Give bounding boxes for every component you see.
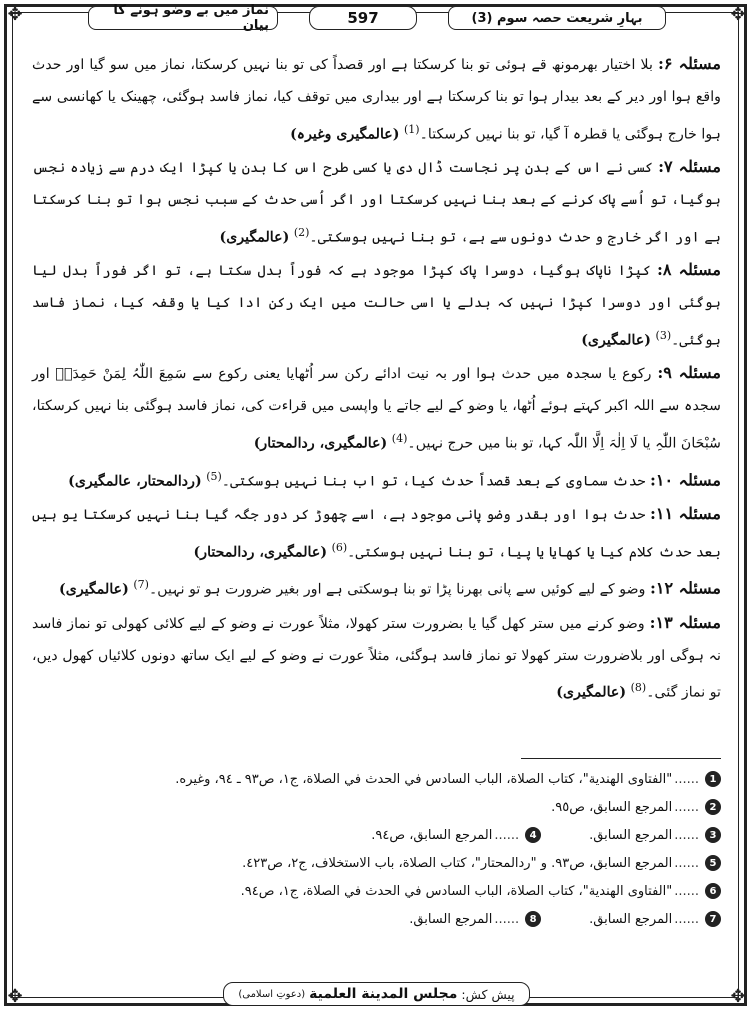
ornament-icon: ✥ <box>7 4 23 25</box>
footnote-marker[interactable]: (5) <box>206 469 222 483</box>
footnote-text: المرجع السابق. <box>589 827 673 843</box>
masala-label: مسئلہ ۷: <box>658 157 721 177</box>
masala-label: مسئلہ ۱۲: <box>649 579 721 599</box>
reference: (ردالمحتار، عالمگیری) <box>68 473 202 490</box>
footnote-number-badge[interactable]: 1 <box>705 771 721 787</box>
paragraph-text: بلا اختیار بھرمونھ قے ہوئی تو بنا کرسکتا ہے اور قصداً کی تو بنا نہیں کرسکتا، نماز میں سو گیا اور حدث واقع ہوا اور دیر کے بعد بیدار ہوا تو بنا کرسکتا ہے اور بیداری میں توقف کیا، نماز فاسد ہوگئی، چھینک یا کھانسی سے ہوا خارج ہوگئی یا قطرہ آ گیا، تو بنا نہیں کرسکتا۔ <box>32 57 721 143</box>
footnote-row <box>32 765 721 793</box>
reference: (عالمگیری) <box>219 229 290 246</box>
page-number: 597 <box>309 6 417 30</box>
footnotes <box>32 765 721 933</box>
reference: (عالمگیری) <box>556 685 627 702</box>
masala-label: مسئلہ ۱۳: <box>649 612 721 632</box>
footnote-leader: ...... <box>494 911 520 927</box>
footnote-text: المرجع السابق، ص٩٥. <box>551 799 673 815</box>
footer-prefix: پیش کش: <box>461 986 515 1002</box>
footnote-leader: ...... <box>674 799 699 815</box>
paragraph <box>32 461 721 499</box>
publisher-subtitle: (دعوتِ اسلامی) <box>238 988 306 1000</box>
masala-label: مسئلہ ۱۱: <box>649 504 722 524</box>
footnote-text: "الفتاوى الهندية"، كتاب الصلاة، الباب السادس في الحدث في الصلاة، ج١، ص٩٤. <box>240 883 673 899</box>
publisher-box <box>223 982 529 1006</box>
paragraph <box>32 498 721 569</box>
footnote-item <box>551 799 721 815</box>
footnote-marker[interactable]: (6) <box>331 540 348 554</box>
footnote-leader: ...... <box>674 771 699 787</box>
footnote-text: المرجع السابق. <box>409 911 493 927</box>
publisher-name: مجلس المدينة العلمية <box>309 986 458 1002</box>
footnote-marker[interactable]: (1) <box>404 122 420 136</box>
footnote-leader: ...... <box>674 883 699 899</box>
footnote-marker[interactable]: (3) <box>655 328 672 342</box>
footnote-item <box>589 911 721 927</box>
footnote-marker[interactable]: (8) <box>630 681 647 695</box>
footnote-number-badge[interactable]: 3 <box>705 827 721 843</box>
reference: (عالمگیری وغیرہ) <box>290 126 400 143</box>
footnote-row <box>32 905 721 933</box>
footnote-leader: ...... <box>674 855 699 871</box>
ornament-icon: ✥ <box>730 986 746 1007</box>
footnote-leader: ...... <box>674 911 699 927</box>
footnote-text: المرجع السابق، ص٩٤. <box>371 827 493 843</box>
paragraph-text: حدث ہوا اور بقدر وضو پانی موجود ہے، اسے چھوڑ کر دور جگہ گیا بنا نہیں کرسکتا یو ہیں بعد حدث کلام کیا یا کھایا یا پیا، تو بنا نہیں ہوسکتی۔ <box>32 507 721 561</box>
footnote-number-badge[interactable]: 4 <box>525 827 541 843</box>
reference: (عالمگیری) <box>59 582 129 599</box>
reference: (عالمگیری، ردالمحتار) <box>193 544 328 561</box>
footnote-marker[interactable]: (4) <box>391 431 408 445</box>
footnote-number-badge[interactable]: 2 <box>705 799 721 815</box>
book-title: بہارِ شریعت حصہ سوم (3) <box>448 6 666 30</box>
paragraph-text: کسی نے اس کے بدن پر نجاست ڈال دی یا کسی طرح اس کا بدن یا کپڑا ایک درم سے زیادہ نجس ہوگیا، تو اُسے پاک کرنے کے بعد بنا نہیں کرسکتا اور اگر اُسی حدث کے سبب نجس ہوا تو بنا کرسکتا ہے اور اگر خارج و حدث دونوں سے ہے، تو بنا نہیں ہوسکتی۔ <box>32 160 721 246</box>
footnote-marker[interactable]: (2) <box>293 225 310 239</box>
page-footer <box>0 982 753 1006</box>
paragraph <box>32 607 721 710</box>
footnote-number-badge[interactable]: 8 <box>525 911 541 927</box>
masala-label: مسئلہ ۸: <box>657 260 721 280</box>
footnote-item <box>175 771 721 787</box>
page-header <box>88 4 666 32</box>
paragraph <box>32 357 721 460</box>
paragraph-text: وضو کرنے میں ستر کھل گیا یا بضرورت ستر کھولا، مثلاً عورت نے وضو کے لیے کلائی کھولی تو نماز فاسد نہ ہوگی اور بلاضرورت ستر کھولا تو نماز فاسد ہوگئی، مثلاً عورت نے وضو کے لیے ایک ساتھ دونوں کلائیاں کھول دیں، تو نماز گئی۔ <box>32 615 721 702</box>
footnote-row <box>32 793 721 821</box>
paragraph <box>32 151 721 254</box>
paragraph-text: وضو کے لیے کوئیں سے پانی بھرنا پڑا تو بنا ہوسکتی ہے اور بغیر ضرورت ہو تو نہیں۔ <box>148 582 650 599</box>
ornament-icon: ✥ <box>730 4 746 25</box>
footnote-row <box>32 877 721 905</box>
chapter-title: نماز میں بے وضو ہونے کا بیان <box>88 6 278 30</box>
footnote-number-badge[interactable]: 6 <box>705 883 721 899</box>
main-text <box>32 48 721 710</box>
paragraph-text: حدث سماوی کے بعد قصداً حدث کیا، تو اب بنا نہیں ہوسکتی۔ <box>221 473 650 490</box>
reference: (عالمگیری، ردالمحتار) <box>253 435 388 452</box>
paragraph <box>32 254 721 357</box>
paragraph-text: کپڑا ناپاک ہوگیا، دوسرا پاک کپڑا موجود ہے کہ فوراً بدل سکتا ہے، تو اگر فوراً بدل لیا ہوگئی اور دوسرا کپڑا نہیں کہ بدلے یا اسی حالت میں ایک رکن ادا کیا یا وقفہ کیا، نماز فاسد ہوگئی۔ <box>32 263 721 349</box>
footnote-number-badge[interactable]: 7 <box>705 911 721 927</box>
paragraph <box>32 48 721 151</box>
footnote-item <box>241 883 721 899</box>
footnote-divider <box>521 758 721 759</box>
footnote-item <box>242 855 721 871</box>
footnote-item <box>409 911 541 927</box>
paragraph-text: رکوع یا سجدہ میں حدث ہوا اور بہ نیت ادائے رکن سر اُٹھایا یعنی رکوع سے سَمِعَ اللّٰہُ لِمَنْ حَمِدَہٗ اور سجدہ سے اللہ اکبر کہتے ہوئے اُٹھا، یا وضو کے لیے جاتے یا واپسی میں قراءت کی، نماز فاسد ہوگئی بنا نہیں کرسکتا، سُبْحَانَ اللّٰہِ یا لَا اِلٰہَ اِلَّا اللّٰہ کہا، تو بنا میں حرج نہیں۔ <box>32 366 721 452</box>
footnote-text: "الفتاوى الهندية"، كتاب الصلاة، الباب السادس في الحدث في الصلاة، ج١، ص٩٣ ـ ٩٤، وغيره. <box>175 771 673 787</box>
footnote-item <box>589 827 721 843</box>
footnote-number-badge[interactable]: 5 <box>705 855 721 871</box>
footnote-item <box>371 827 541 843</box>
masala-label: مسئلہ ۶: <box>658 54 721 73</box>
reference: (عالمگیری) <box>581 332 651 349</box>
masala-label: مسئلہ ۱۰: <box>649 470 721 490</box>
footnote-row <box>32 821 721 849</box>
paragraph <box>32 569 721 607</box>
footnote-row <box>32 849 721 877</box>
footnote-leader: ...... <box>494 827 520 843</box>
footnote-text: المرجع السابق، ص٩٣. و "ردالمحتار"، كتاب الصلاة، باب الاستخلاف، ج٢، ص٤٢٣. <box>242 855 673 871</box>
footnote-marker[interactable]: (7) <box>133 578 149 592</box>
footnote-leader: ...... <box>674 827 699 843</box>
footnote-text: المرجع السابق. <box>589 911 673 927</box>
masala-label: مسئلہ ۹: <box>657 363 722 383</box>
ornament-icon: ✥ <box>7 986 23 1007</box>
